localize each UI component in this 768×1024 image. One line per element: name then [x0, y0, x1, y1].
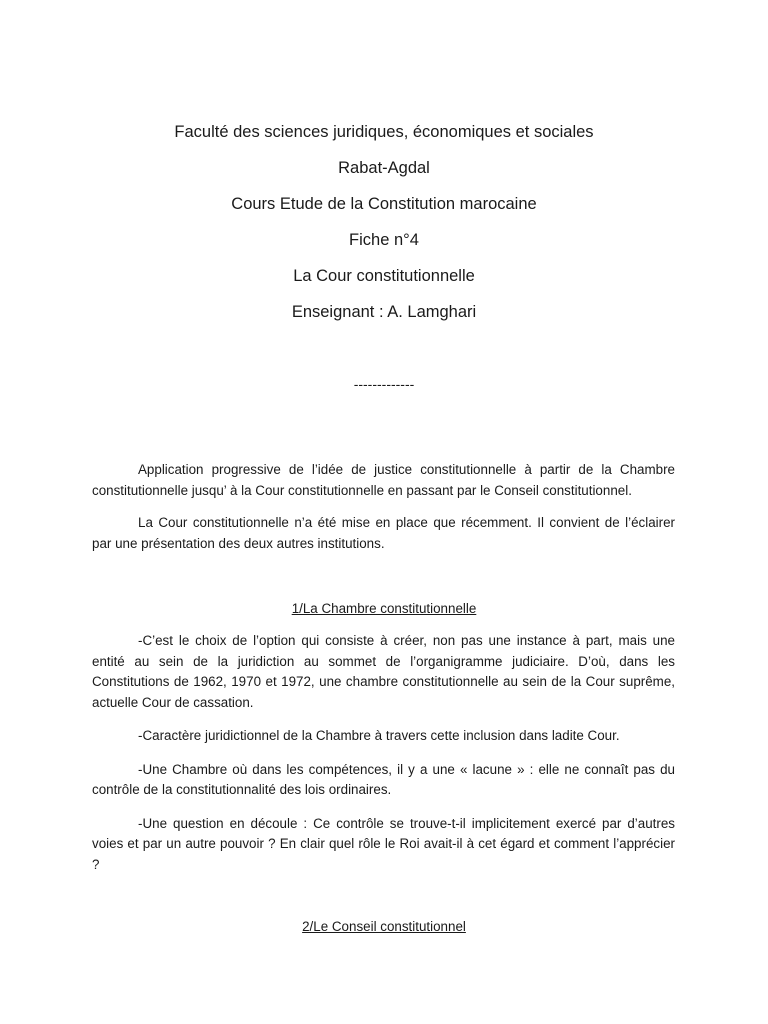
section-1-title: 1/La Chambre constitutionnelle	[291, 601, 477, 616]
intro-section	[92, 460, 675, 554]
section-2-title: 2/Le Conseil constitutionnel	[302, 919, 466, 934]
faculty-name: Faculté des sciences juridiques, économiques et sociales	[174, 123, 594, 141]
city-name: Rabat-Agdal	[338, 159, 430, 177]
course-title: Cours Etude de la Constitution marocaine	[231, 195, 537, 213]
intro-paragraph-1: Application progressive de l’idée de justice constitutionnelle à partir de la Chambre constitutionnelle jusqu’ à la Cour constitutionnelle en passant par le Conseil constitutionnel.	[92, 462, 675, 498]
teacher-name: Enseignant : A. Lamghari	[291, 303, 477, 321]
sheet-number: Fiche n°4	[349, 231, 419, 249]
section-1-body	[92, 631, 675, 875]
intro-paragraph-2: La Cour constitutionnelle n’a été mise en place que récemment. Il convient de l’éclairer par une présentation des deux autres institutions.	[92, 515, 675, 551]
section-1-paragraph-1: -C’est le choix de l’option qui consiste à créer, non pas une instance à part, mais une entité au sein de la juridiction au sommet de l’organigramme judiciaire. D’où, dans les Constitutions de 1962, 1970 et 1972, une chambre constitutionnelle au sein de la Cour suprême, actuelle Cour de cassation.	[92, 633, 675, 710]
topic-title: La Cour constitutionnelle	[293, 267, 475, 285]
document-header	[0, 121, 768, 337]
section-1-paragraph-2: -Caractère juridictionnel de la Chambre à travers cette inclusion dans ladite Cour.	[138, 728, 620, 743]
section-1-paragraph-3: -Une Chambre où dans les compétences, il y a une « lacune » : elle ne connaît pas du contrôle de la constitutionnalité des lois ordinaires.	[92, 761, 675, 797]
section-1-paragraph-4: -Une question en découle : Ce contrôle se trouve-t-il implicitement exercé par d’autres voies et par un autre pouvoir ? En clair quel rôle le Roi avait-il à cet égard et comment l’apprécier ?	[92, 815, 675, 872]
separator-line: -------------	[353, 376, 415, 392]
